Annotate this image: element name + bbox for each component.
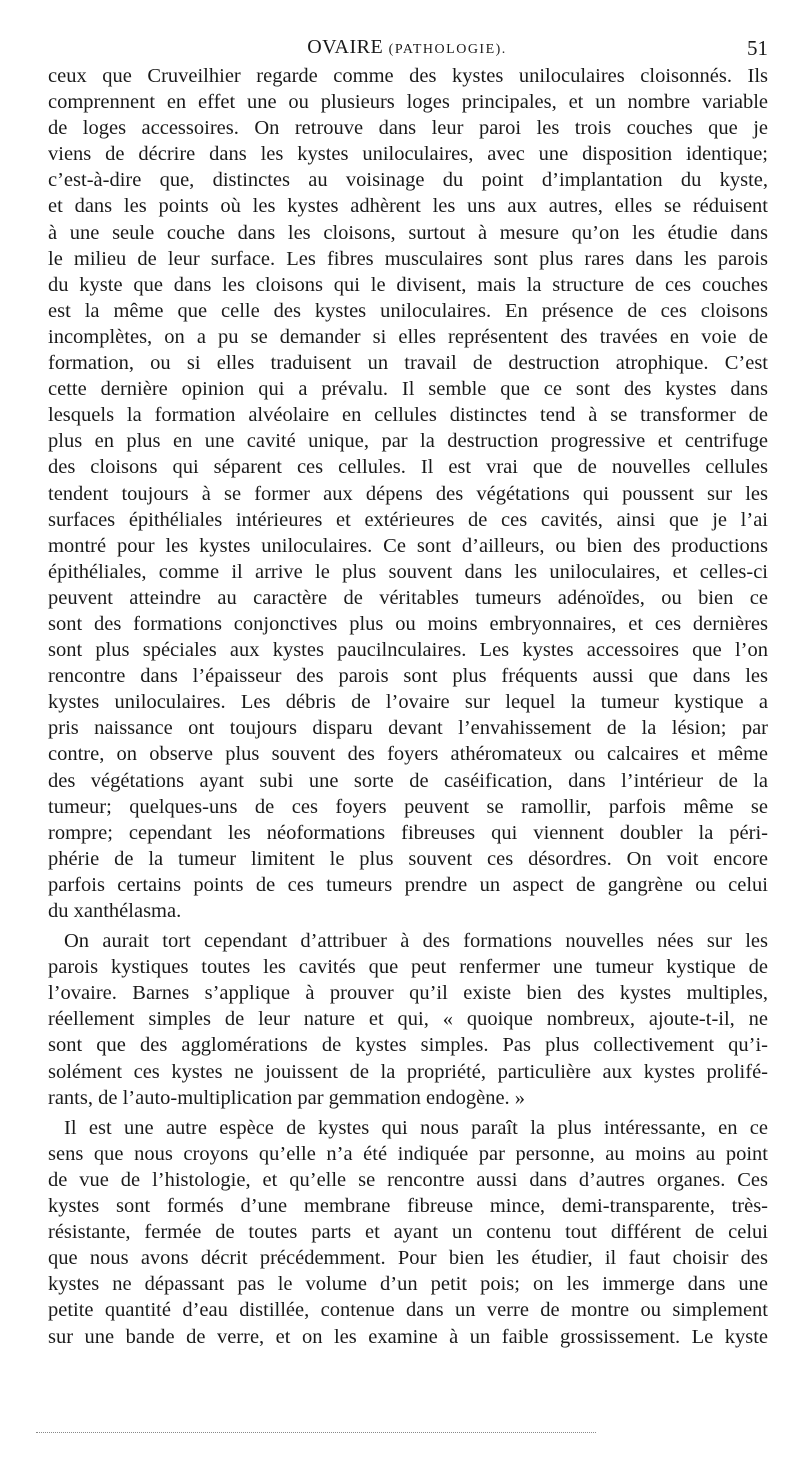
text-line: surfaces épithéliales intérieures et extérieures de ces cavités, ainsi que je l’ai [48, 508, 768, 531]
text-line: kystes ne dépassant pas le volume d’un petit pois; on les immerge dans une [48, 1273, 768, 1296]
text-line: du xanthélasma. [48, 900, 182, 922]
text-line: le milieu de leur surface. Les fibres musculaires sont plus rares dans les parois [48, 247, 768, 270]
footer-dotted-rule [36, 1432, 596, 1433]
text-line: incomplètes, on a pu se demander si elles représentent des travées en voie de [48, 325, 768, 348]
paragraph-3 [48, 1115, 768, 1350]
text-line: tendent toujours à se former aux dépens des végétations qui poussent sur les [48, 482, 768, 505]
text-line: parfois certains points de ces tumeurs prendre un aspect de gangrène ou celui [48, 873, 768, 896]
text-line: des végétations ayant subi une sorte de caséification, dans l’intérieur de la [48, 769, 768, 792]
text-line: résistante, fermée de toutes parts et ayant un contenu tout différent de celui [48, 1221, 768, 1244]
text-line: sur une bande de verre, et on les examine à un faible grossissement. Le kyste [48, 1325, 768, 1348]
text-line: de loges accessoires. On retrouve dans leur paroi les trois couches que je [48, 117, 768, 140]
text-line: c’est-à-dire que, distinctes au voisinage du point d’implantation du kyste, [48, 169, 768, 192]
text-line: épithéliales, comme il arrive le plus souvent dans les uniloculaires, et celles-ci [48, 560, 768, 583]
text-line: peuvent atteindre au caractère de véritables tumeurs adénoïdes, ou bien ce [48, 586, 768, 609]
text-line: comprennent en effet une ou plusieurs loges principales, et un nombre variable [48, 91, 768, 114]
text-line: sens que nous croyons qu’elle n’a été indiquée par personne, au moins au point [48, 1142, 768, 1165]
text-line: formation, ou si elles traduisent un travail de destruction atrophique. C’est [48, 352, 768, 375]
text-line: petite quantité d’eau distillée, contenue dans un verre de montre ou simplement [48, 1299, 768, 1322]
text-line: est la même que celle des kystes uniloculaires. En présence de ces cloisons [48, 299, 768, 322]
text-line: phérie de la tumeur limitent le plus souvent ces désordres. On voit encore [48, 847, 768, 870]
paragraph-1 [48, 63, 768, 924]
title-subtitle: (PATHOLOGIE). [388, 42, 507, 57]
text-line: viens de décrire dans les kystes uniloculaires, avec une disposition identique; [48, 143, 768, 166]
text-line: Il est une autre espèce de kystes qui nous paraît la plus intéressante, en ce [64, 1116, 768, 1139]
text-line: montré pour les kystes uniloculaires. Ce sont d’ailleurs, ou bien des productions [48, 534, 768, 557]
text-line: sont plus spéciales aux kystes paucilnculaires. Les kystes accessoires que l’on [48, 639, 768, 662]
running-title [46, 36, 768, 59]
text-line: du kyste que dans les cloisons qui le divisent, mais la structure de ces couches [48, 273, 768, 296]
text-line: l’ovaire. Barnes s’applique à prouver qu’il existe bien des kystes multiples, [48, 982, 768, 1005]
text-line: cette dernière opinion qui a prévalu. Il semble que ce sont des kystes dans [48, 378, 768, 401]
text-line: lesquels la formation alvéolaire en cellules distinctes tend à se transformer de [48, 404, 768, 427]
text-line: tumeur; quelques-uns de ces foyers peuvent se ramollir, parfois même se [48, 795, 768, 818]
text-line: contre, on observe plus souvent des foyers athéromateux ou calcaires et même [48, 743, 768, 766]
text-line: sont des formations conjonctives plus ou moins embryonnaires, et ces dernières [48, 612, 768, 635]
text-line: que nous avons décrit précédemment. Pour bien les étudier, il faut choisir des [48, 1247, 768, 1270]
text-line: parois kystiques toutes les cavités que peut renfermer une tumeur kystique de [48, 956, 768, 979]
text-line: de vue de l’histologie, et qu’elle se rencontre aussi dans d’autres organes. Ces [48, 1168, 768, 1191]
text-line: sont que des agglomérations de kystes simples. Pas plus collectivement qu’i- [48, 1034, 768, 1057]
body-text [48, 63, 768, 1350]
text-line: plus en plus en une cavité unique, par la destruction progressive et centrifuge [48, 430, 768, 453]
title-main: OVAIRE [307, 36, 384, 58]
text-line: kystes sont formés d’une membrane fibreuse mince, demi-transparente, très- [48, 1195, 768, 1218]
text-line: ceux que Cruveilhier regarde comme des kystes uniloculaires cloisonnés. Ils [48, 65, 768, 87]
text-line: réellement simples de leur nature et qui, « quoique nombreux, ajoute-t-il, ne [48, 1008, 768, 1031]
text-line: solément ces kystes ne jouissent de la propriété, particulière aux kystes prolifé- [48, 1060, 768, 1083]
text-line: kystes uniloculaires. Les débris de l’ovaire sur lequel la tumeur kystique a [48, 691, 768, 714]
running-header [46, 36, 768, 60]
text-line: à une seule couche dans les cloisons, surtout à mesure qu’on les étudie dans [48, 221, 768, 244]
paragraph-2 [48, 928, 768, 1111]
page-number: 51 [747, 36, 768, 60]
text-line: et dans les points où les kystes adhèrent les uns aux autres, elles se réduisent [48, 195, 768, 218]
text-line: On aurait tort cependant d’attribuer à des formations nouvelles nées sur les [64, 930, 768, 953]
text-line: rants, de l’auto-multiplication par gemmation endogène. » [48, 1086, 526, 1109]
text-line: rompre; cependant les néoformations fibreuses qui viennent doubler la péri- [48, 821, 768, 844]
text-line: des cloisons qui séparent ces cellules. Il est vrai que de nouvelles cellules [48, 456, 768, 479]
text-line: pris naissance ont toujours disparu devant l’envahissement de la lésion; par [48, 717, 768, 740]
text-line: rencontre dans l’épaisseur des parois sont plus fréquents aussi que dans les [48, 665, 768, 688]
